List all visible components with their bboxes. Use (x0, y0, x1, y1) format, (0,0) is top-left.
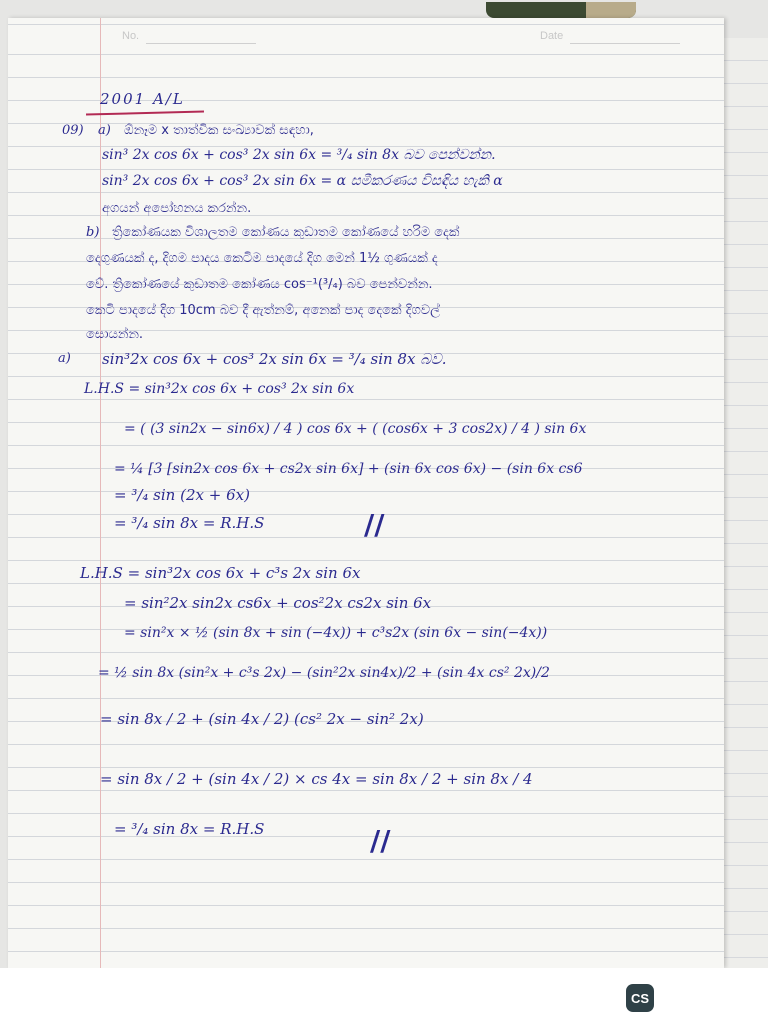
method2-line: = ³/₄ sin 8x = R.H.S (114, 820, 265, 838)
margin-line (100, 18, 101, 968)
header-no-line (146, 43, 256, 44)
method2-line: = sin 8x / 2 + (sin 4x / 2) (cs² 2x − sin² 2x) (100, 710, 424, 728)
camscanner-logo: CS (626, 984, 654, 1012)
method1-line: = ¼ [3 [sin2x cos 6x + cs2x sin 6x] + (sin 6x cos 6x) − (sin 6x cs6 (114, 461, 583, 477)
part-a-line: අගයන් අපෝහනය කරන්න. (102, 201, 252, 216)
part-a-line: ඕනෑම x තාත්වික සංඛ්‍යාවක් සඳහා, (124, 123, 314, 138)
part-b-line: කෙටි පාදයේ දිග 10cm බව දී ඇත්නම්, අනෙක් පාද දෙකේ දිගවල් (86, 303, 441, 318)
method2-line: = sin 8x / 2 + (sin 4x / 2) × cs 4x = sin 8x / 2 + sin 8x / 4 (100, 770, 533, 788)
method2-line: = sin²x × ½ (sin 8x + sin (−4x)) + c³s2x (sin 6x − sin(−4x)) (124, 625, 548, 641)
header-date-label: Date (540, 30, 564, 42)
method2-line: = ½ sin 8x (sin²x + c³s 2x) − (sin²2x sin4x)/2 + (sin 4x cs² 2x)/2 (98, 665, 550, 681)
solution-marker: a) (58, 351, 71, 366)
page-title: 2001 A/L (100, 90, 185, 108)
part-b-line: දෙගුණයක් ද, දිගම පාදය කෙටිම පාදයේ දිග මෙන් 1½ ගුණයක් ද (86, 251, 438, 266)
header-no-label: No. (122, 30, 140, 42)
solution-statement: sin³2x cos 6x + cos³ 2x sin 6x = ³/₄ sin 8x බව. (102, 350, 447, 368)
next-page-edge (722, 38, 768, 968)
notebook-binding (486, 2, 636, 18)
method1-line: = ³/₄ sin 8x = R.H.S (114, 514, 265, 532)
end-mark: // (370, 824, 391, 857)
question-number: 09) (62, 123, 84, 138)
method1-line: = ( (3 sin2x − sin6x) / 4 ) cos 6x + ( (cos6x + 3 cos2x) / 4 ) sin 6x (124, 421, 587, 437)
end-mark: // (364, 508, 385, 541)
part-a-marker: a) (98, 123, 111, 138)
part-b-marker: b) (86, 225, 100, 240)
method2-line: L.H.S = sin³2x cos 6x + c³s 2x sin 6x (80, 564, 361, 582)
part-b-line: ත්‍රිකෝණයක විශාලතම කෝණය කුඩාතම කෝණයේ හරිම දෙක් (112, 225, 460, 240)
part-a-line: sin³ 2x cos 6x + cos³ 2x sin 6x = ³/₄ sin 8x බව පෙන්වන්න. (102, 147, 496, 163)
part-a-line: sin³ 2x cos 6x + cos³ 2x sin 6x = α සමීකරණය විසඳිය හැකි α (102, 173, 503, 189)
header-date-line (570, 43, 680, 44)
method1-line: L.H.S = sin³2x cos 6x + cos³ 2x sin 6x (84, 381, 355, 397)
method2-line: = sin²2x sin2x cs6x + cos²2x cs2x sin 6x (124, 594, 432, 612)
method1-line: = ³/₄ sin (2x + 6x) (114, 486, 250, 504)
part-b-line: වේ. ත්‍රිකෝණයේ කුඩාතම කෝණය cos⁻¹(³/₄) බව පෙන්වන්න. (86, 277, 433, 292)
part-b-line: සොයන්න. (86, 327, 144, 342)
